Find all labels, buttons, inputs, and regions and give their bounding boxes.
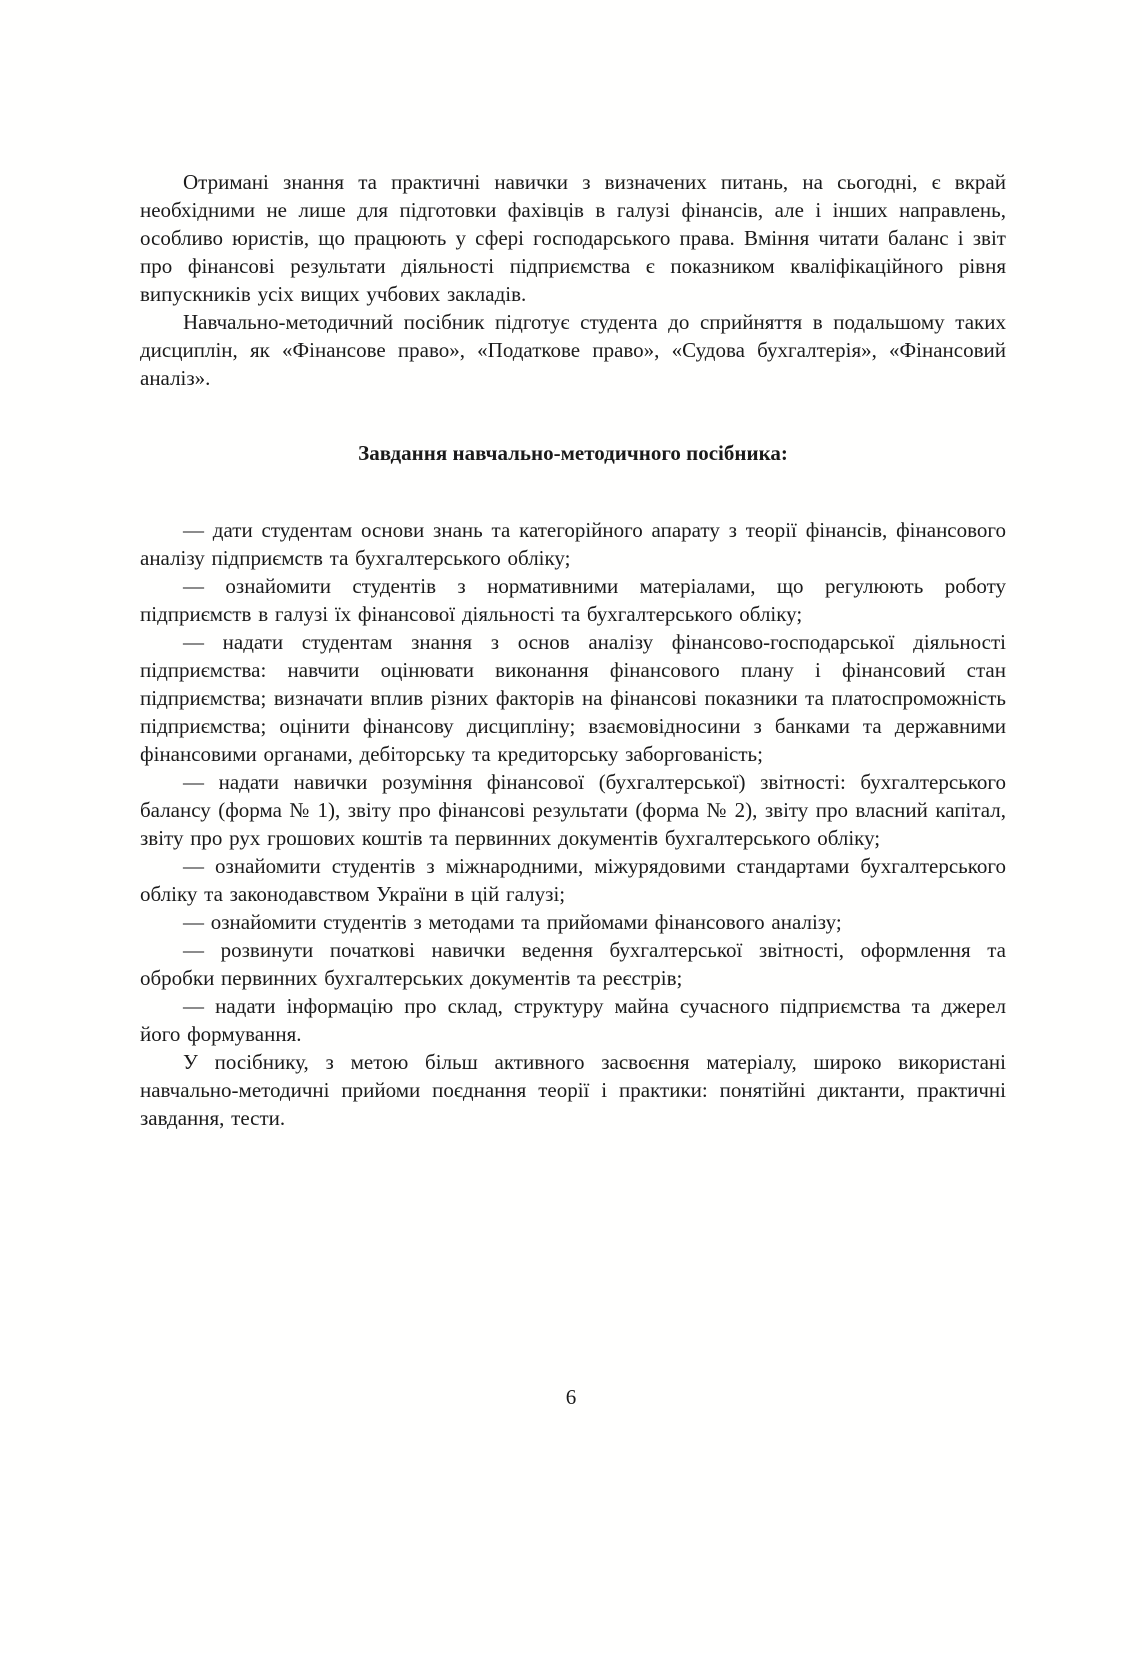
page-content — [140, 168, 1006, 1132]
task-item-5: — ознайомити студентів з міжнародними, міжурядовими стандартами бухгалтерського обліку та законодавством України в цій галузі; — [140, 854, 1006, 906]
intro-paragraph-1: Отримані знання та практичні навички з визначених питань, на сьогодні, є вкрай необхідними не лише для підготовки фахівців в галузі фінансів, але і інших направлень, особливо юристів, що працюють у сфері господарського права. Вміння читати баланс і звіт про фінансові результати діяльності підприємства є показником кваліфікаційного рівня випускників усіх вищих учбових закладів. — [140, 170, 1006, 306]
page-number: 6 — [565, 1385, 577, 1409]
task-item-7: — розвинути початкові навички ведення бухгалтерської звітності, оформлення та обробки первинних бухгалтерських документів та реєстрів; — [140, 938, 1006, 990]
task-item-3: — надати студентам знання з основ аналізу фінансово-господарської діяльності підприємства: навчити оцінювати виконання фінансового плану і фінансовий стан підприємства; визначати вплив різних факторів на фінансові показники та платоспроможність підприємства; оцінити фінансову дисципліну; взаємовідносини з банками та державними фінансовими органами, дебіторську та кредиторську заборгованість; — [140, 630, 1006, 766]
task-item-8: — надати інформацію про склад, структуру майна сучасного підприємства та джерел його формування. — [140, 994, 1006, 1046]
section-heading: Завдання навчально-методичного посібника: — [358, 441, 788, 465]
intro-paragraph-2: Навчально-методичний посібник підготує студента до сприйняття в подальшому таких дисциплін, як «Фінансове право», «Податкове право», «Судова бухгалтерія», «Фінансовий аналіз». — [140, 310, 1006, 390]
task-item-6: — ознайомити студентів з методами та прийомами фінансового аналізу; — [183, 910, 842, 934]
task-item-4: — надати навички розуміння фінансової (бухгалтерської) звітності: бухгалтерського балансу (форма № 1), звіту про фінансові результати (форма № 2), звіту про власний капітал, звіту про рух грошових коштів та первинних документів бухгалтерського обліку; — [140, 770, 1006, 850]
task-item-1: — дати студентам основи знань та категорійного апарату з теорії фінансів, фінансового аналізу підприємств та бухгалтерського обліку; — [140, 518, 1006, 570]
closing-paragraph: У посібнику, з метою більш активного засвоєння матеріалу, широко використані навчально-методичні прийоми поєднання теорії і практики: понятійні диктанти, практичні завдання, тести. — [140, 1050, 1006, 1130]
task-item-2: — ознайомити студентів з нормативними матеріалами, що регулюють роботу підприємств в галузі їх фінансової діяльності та бухгалтерського обліку; — [140, 574, 1006, 626]
